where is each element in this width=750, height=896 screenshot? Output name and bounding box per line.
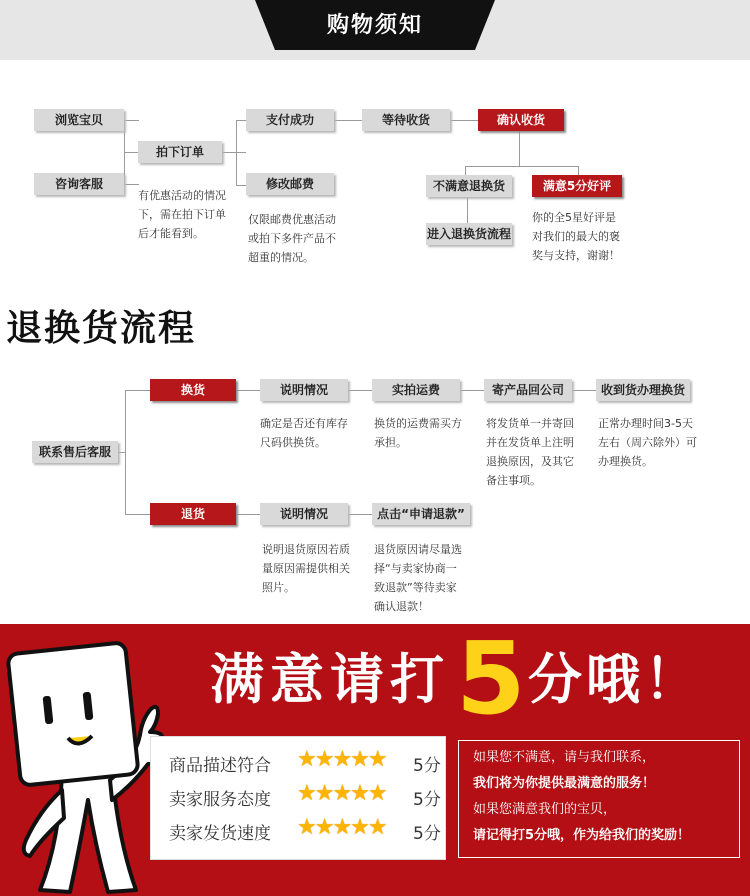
- rating-panel: [150, 736, 446, 860]
- message-line: 请记得打5分哦，作为给我们的奖励！: [473, 828, 691, 843]
- enter-flow-box: 进入退换货流程: [426, 223, 512, 245]
- explain2-box: 说明情况: [260, 503, 348, 525]
- order-box: 拍下订单: [138, 141, 222, 163]
- satisfied-box: 满意5分好评: [532, 175, 622, 197]
- header-title: 购物须知: [326, 13, 423, 38]
- exchange-box: 换货: [150, 379, 236, 401]
- freight-box: 实拍运费: [372, 379, 460, 401]
- postage-note: 仅限邮费优惠活动 或拍下多件产品不 超重的情况。: [248, 213, 336, 264]
- apply-refund-note: 退货原因请尽量选 择“与卖家协商一 致退款”等待卖家 确认退款！: [374, 543, 462, 613]
- message-line: 我们将为你提供最满意的服务！: [473, 776, 656, 791]
- contact-box: 联系售后客服: [32, 441, 118, 463]
- consult-box: 咨询客服: [34, 173, 124, 195]
- edit-postage-box: 修改邮费: [246, 173, 334, 195]
- receive-box: 收到货办理换货: [596, 379, 690, 401]
- stars-icon: ★★★★★: [297, 747, 386, 772]
- unsatisfied-box: 不满意退换货: [426, 175, 512, 197]
- banner-five: 5: [456, 620, 526, 737]
- message-panel: [458, 740, 740, 858]
- rating-row: [151, 747, 447, 777]
- browse-box: 浏览宝贝: [34, 109, 124, 131]
- send-back-note: 将发货单一并寄回 并在发货单上注明 退换原因，及其它 备注事项。: [486, 417, 574, 487]
- receive-note: 正常办理时间3-5天 左右（周六除外）可 办理换货。: [598, 417, 697, 468]
- freight-note: 换货的运费需买方 承担。: [374, 417, 462, 449]
- order-note: 有优惠活动的情况 下，需在拍下订单 后才能看到。: [138, 189, 226, 240]
- banner-title-a: 满意请打: [210, 648, 450, 711]
- stars-icon: ★★★★★: [297, 781, 386, 806]
- rating-row: [151, 815, 447, 845]
- message-line: 如果您不满意，请与我们联系，: [473, 750, 656, 765]
- explain2-note: 说明退货原因若质 量原因需提供相关 照片。: [262, 543, 350, 594]
- rating-label: 商品描述符合: [169, 756, 271, 776]
- explain1-box: 说明情况: [260, 379, 348, 401]
- section-title: 退换货流程: [6, 308, 197, 349]
- rating-score: 5分: [413, 756, 441, 776]
- apply-refund-box: 点击“申请退款”: [372, 503, 470, 525]
- rating-score: 5分: [413, 824, 441, 844]
- pay-box: 支付成功: [246, 109, 334, 131]
- rating-row: [151, 781, 447, 811]
- wait-box: 等待收货: [362, 109, 450, 131]
- explain1-note: 确定是否还有库存 尺码供换货。: [260, 417, 348, 449]
- rating-score: 5分: [413, 790, 441, 810]
- confirm-box: 确认收货: [478, 109, 564, 131]
- rating-label: 卖家发货速度: [169, 824, 271, 844]
- banner-title-b: 分哦！: [528, 648, 702, 711]
- stars-icon: ★★★★★: [297, 815, 386, 840]
- mascot-icon: [0, 640, 170, 896]
- message-line: 如果您满意我们的宝贝，: [473, 802, 617, 817]
- send-back-box: 寄产品回公司: [484, 379, 572, 401]
- rating-label: 卖家服务态度: [169, 790, 271, 810]
- satisfied-note: 你的全5星好评是 对我们的最大的褒 奖与支持，谢谢！: [532, 211, 620, 262]
- refund-box: 退货: [150, 503, 236, 525]
